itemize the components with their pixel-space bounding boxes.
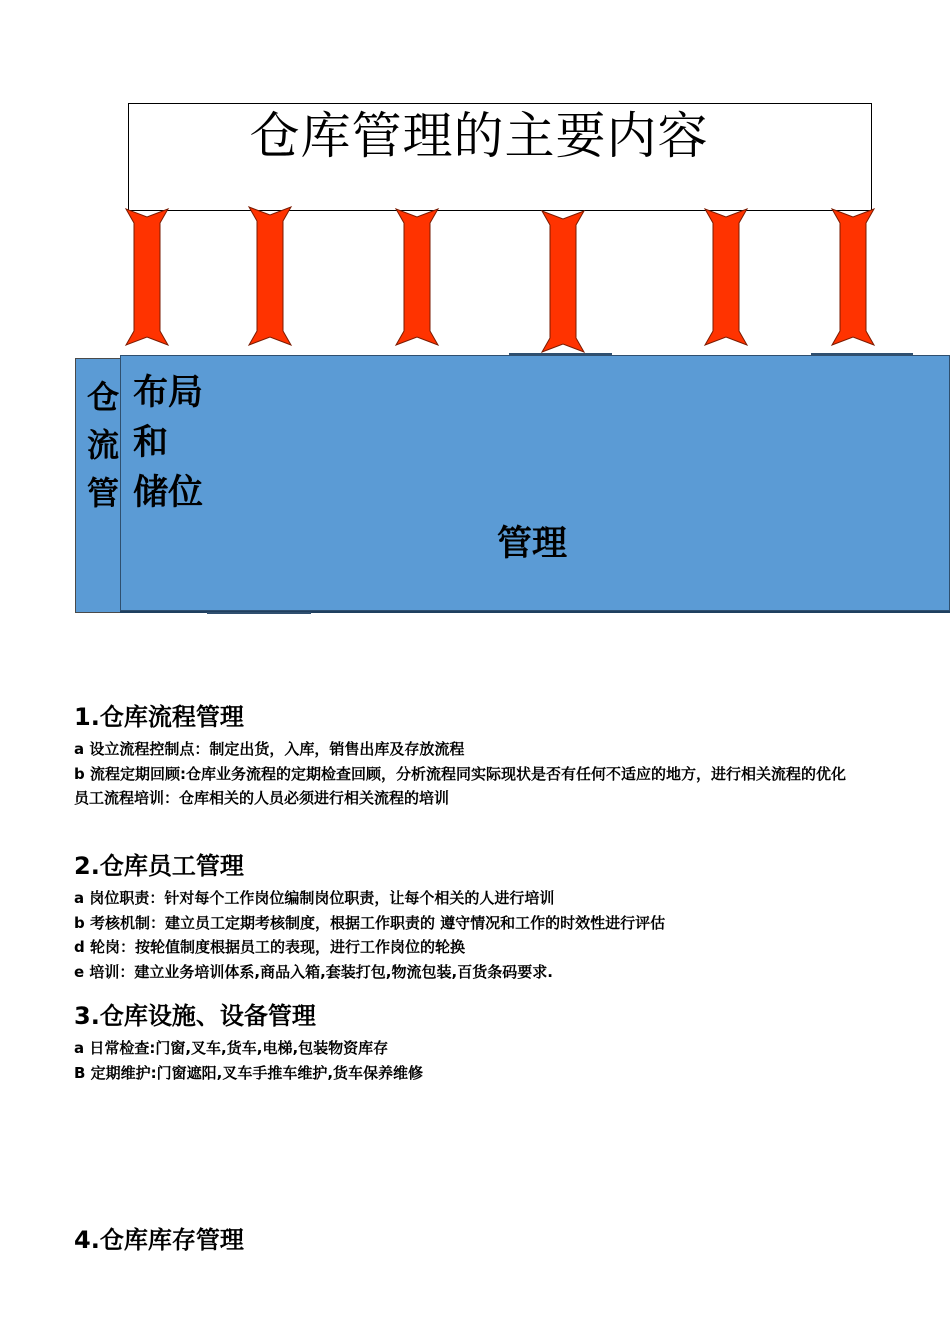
section-inventory xyxy=(74,1225,244,1255)
section-process xyxy=(74,702,884,811)
pillar-diagram xyxy=(0,0,950,360)
section-line: 员工流程培训：仓库相关的人员必须进行相关流程的培训 xyxy=(74,789,450,807)
section-line: a 日常检查:门窗,叉车,货车,电梯,包装物资库存 xyxy=(74,1039,389,1057)
red-pillar xyxy=(832,209,874,345)
section-line: b 流程定期回顾:仓库业务流程的定期检查回顾，分析流程同实际现状是否有任何不适应的地方，进行相关流程的优化 xyxy=(74,764,846,783)
front-card-line: 和 xyxy=(133,423,169,463)
section-line: b 考核机制：建立员工定期考核制度，根据工作职责的 遵守情况和工作的时效性进行评估 xyxy=(74,913,666,932)
section-line: d 轮岗：按轮值制度根据员工的表现，进行工作岗位的轮换 xyxy=(74,938,465,956)
section-heading: 4.仓库库存管理 xyxy=(74,1226,244,1254)
section-heading: 1.仓库流程管理 xyxy=(74,703,244,731)
front-card xyxy=(120,355,950,611)
back-card-char: 管 xyxy=(87,474,120,512)
front-card-line: 储位 xyxy=(133,473,204,513)
red-pillar xyxy=(249,207,291,345)
section-line: a 岗位职责：针对每个工作岗位编制岗位职责，让每个相关的人进行培训 xyxy=(74,889,555,907)
front-card-text xyxy=(133,368,203,518)
diagram-title: 仓库管理的主要内容 xyxy=(249,107,709,165)
section-line: B 定期维护:门窗遮阳,叉车手推车维护,货车保养维修 xyxy=(74,1063,424,1082)
card-edge-mark xyxy=(207,612,311,614)
section-staff xyxy=(74,851,884,984)
back-card-char: 流 xyxy=(87,426,120,464)
front-card-subtitle: 管理 xyxy=(497,524,568,564)
section-facilities xyxy=(74,1001,884,1085)
red-pillar xyxy=(396,209,438,345)
red-pillar xyxy=(542,211,584,352)
section-line: e 培训：建立业务培训体系,商品入箱,套装打包,物流包装,百货条码要求. xyxy=(74,962,553,981)
red-pillar xyxy=(705,209,747,345)
section-heading: 3.仓库设施、设备管理 xyxy=(74,1002,316,1030)
red-pillar xyxy=(126,209,168,345)
front-card-line: 布局 xyxy=(133,373,204,413)
section-line: a 设立流程控制点：制定出货，入库，销售出库及存放流程 xyxy=(74,740,465,758)
back-card-text xyxy=(87,373,121,517)
back-card-char: 仓 xyxy=(87,378,120,416)
section-heading: 2.仓库员工管理 xyxy=(74,852,244,880)
